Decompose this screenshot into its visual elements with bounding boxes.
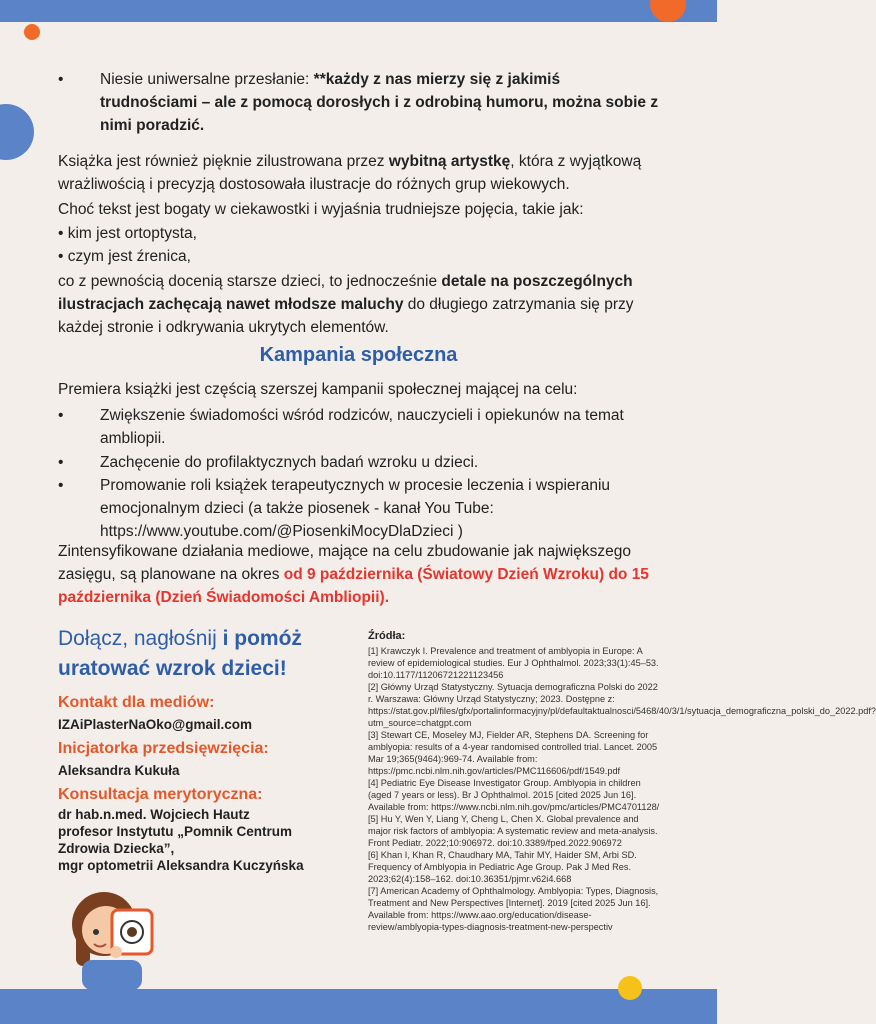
call-to-action — [58, 624, 338, 684]
source-item: [2] Główny Urząd Statystyczny. Sytuacja demograficzna Polski do 2022 r. Warszawa: Główny Urząd Statystyczny; 2023. Dostępne z: https://stat.gov.pl/files/gfx/portalinformacyjny/pl/defaultaktualnosci/5468/40/3/1/sytuacja_demograficzna_polski_do_2022.pdf?utm_source=chatgpt.com — [368, 682, 876, 728]
campaign-bullet: • Promowanie roli książek terapeutycznych w procesie leczenia i wspieraniu emocjonalnym dzieci (a także piosenek - kanał You Tube: https://www.youtube.com/@PiosenkiMocyDlaDzieci ) — [58, 474, 660, 544]
paragraph-details: co z pewnością docenią starsze dzieci, to jednocześnie detale na poszczególnych ilustracjach zachęcają nawet młodsze maluchy do długiego zatrzymania się przy każdej stronie i odkrywania ukrytych elementów. — [58, 273, 634, 336]
sources-list — [368, 645, 876, 933]
consultant-line: Zdrowia Dziecka”, — [58, 841, 175, 856]
child-with-eye-chart-icon — [60, 880, 170, 990]
bullet-marker: • — [58, 407, 64, 424]
intro-bullet-text: Niesie uniwersalne przesłanie: **każdy z nas mierzy się z jakimiś trudnościami – ale z pomocą dorosłych i z odrobiną humoru, można sobie z nimi poradzić. — [100, 71, 659, 134]
section-title-campaign: Kampania społeczna — [259, 344, 458, 366]
intro-bullet — [58, 68, 660, 138]
source-item: [7] American Academy of Ophthalmology. Amblyopia: Types, Diagnosis, Treatment and New Perspectives [Internet]. 2019 [cited 2025 Jun 16]. Available from: https://www.aao.org/education/disease-review/amblyopia-types-diagnosis-treatment-new-perspectiv — [368, 886, 659, 932]
campaign-bullet: • Zwiększenie świadomości wśród rodziców, nauczycieli i opiekunów na temat ambliopii. — [58, 404, 660, 450]
sources-title: Źródła: — [368, 630, 406, 642]
paragraph-concepts: Choć tekst jest bogaty w ciekawostki i wyjaśnia trudniejsze pojęcia, takie jak: — [58, 201, 584, 218]
initiator-name: Aleksandra Kukuła — [58, 763, 180, 778]
campaign-closing: Zintensyfikowane działania mediowe, mające na celu zbudowanie jak największego zasięgu, są planowane na okres od 9 października (Światowy Dzień Wzroku) do 15 października (Dzień Świadomości Ambliopii). — [58, 543, 649, 606]
consultant-line: mgr optometrii Aleksandra Kuczyńska — [58, 858, 304, 873]
top-decor-bar — [0, 0, 717, 22]
cta-line-1: Dołącz, nagłośnij i pomóż — [58, 627, 302, 650]
cta-line-2: uratować wzrok dzieci! — [58, 657, 287, 680]
bullet-marker: • — [58, 477, 64, 494]
source-item: [6] Khan I, Khan R, Chaudhary MA, Tahir MY, Haider SM, Arbi SD. Frequency of Amblyopia in Pediatric Age Group. Pak J Med Res. 2023;62(4):158–162. doi:10.36351/pjmr.v62i4.668 — [368, 850, 637, 884]
mini-list-item: • kim jest ortoptysta, — [58, 225, 197, 242]
blue-circle-decor — [0, 104, 34, 160]
campaign-lead: Premiera książki jest częścią szerszej kampanii społecznej mającej na celu: — [58, 381, 578, 398]
source-item: [5] Hu Y, Wen Y, Liang Y, Cheng L, Chen X. Global prevalence and major risk factors of amblyopia: A systematic review and meta-analysis. Front Pediatr. 2022;10:906972. doi:10.3389/fped.2022.906972 — [368, 814, 658, 848]
mini-list-item: • czym jest źrenica, — [58, 248, 191, 265]
initiator-label: Inicjatorka przedsięwzięcia: — [58, 740, 269, 757]
source-item: [3] Stewart CE, Moseley MJ, Fielder AR, Stephens DA. Screening for amblyopia: results of a 4-year randomised controlled trial. Lancet. 2005 Mar 19;365(9464):969-74. Available from: https://pmc.ncbi.nlm.nih.gov/articles/PMC116606/pdf/1549.pdf — [368, 730, 658, 776]
bullet-marker: • — [58, 71, 64, 88]
media-email[interactable]: IZAiPlasterNaOko@gmail.com — [58, 717, 252, 732]
media-contact-label: Kontakt dla mediów: — [58, 694, 215, 711]
paragraph-illustrations: Książka jest również pięknie zilustrowana przez wybitną artystkę, która z wyjątkową wrażliwością i precyzją dostosowała ilustracje do różnych grup wiekowych. — [58, 153, 642, 193]
bullet-marker: • — [58, 454, 64, 471]
orange-dot-decor — [24, 24, 40, 40]
consultant-line: dr hab.n.med. Wojciech Hautz — [58, 807, 250, 822]
source-item: [1] Krawczyk I. Prevalence and treatment of amblyopia in Europe: A review of epidemiological studies. Eur J Ophthalmol. 2023;33(1):45–53. doi:10.1177/11206721221123456 — [368, 646, 659, 680]
campaign-bullet: • Zachęcenie do profilaktycznych badań wzroku u dzieci. — [58, 451, 660, 474]
bottom-decor-bar — [0, 989, 717, 1024]
source-item: [4] Pediatric Eye Disease Investigator Group. Amblyopia in children (aged 7 years or less). Br J Ophthalmol. 2015 [cited 2025 Jun 16]. Available from: https://www.ncbi.nlm.nih.gov/pmc/articles/PMC4701128/ — [368, 778, 660, 812]
consultant-line: profesor Instytutu „Pomnik Centrum — [58, 824, 293, 839]
yellow-dot-decor — [618, 976, 642, 1000]
consult-label: Konsultacja merytoryczna: — [58, 786, 263, 803]
